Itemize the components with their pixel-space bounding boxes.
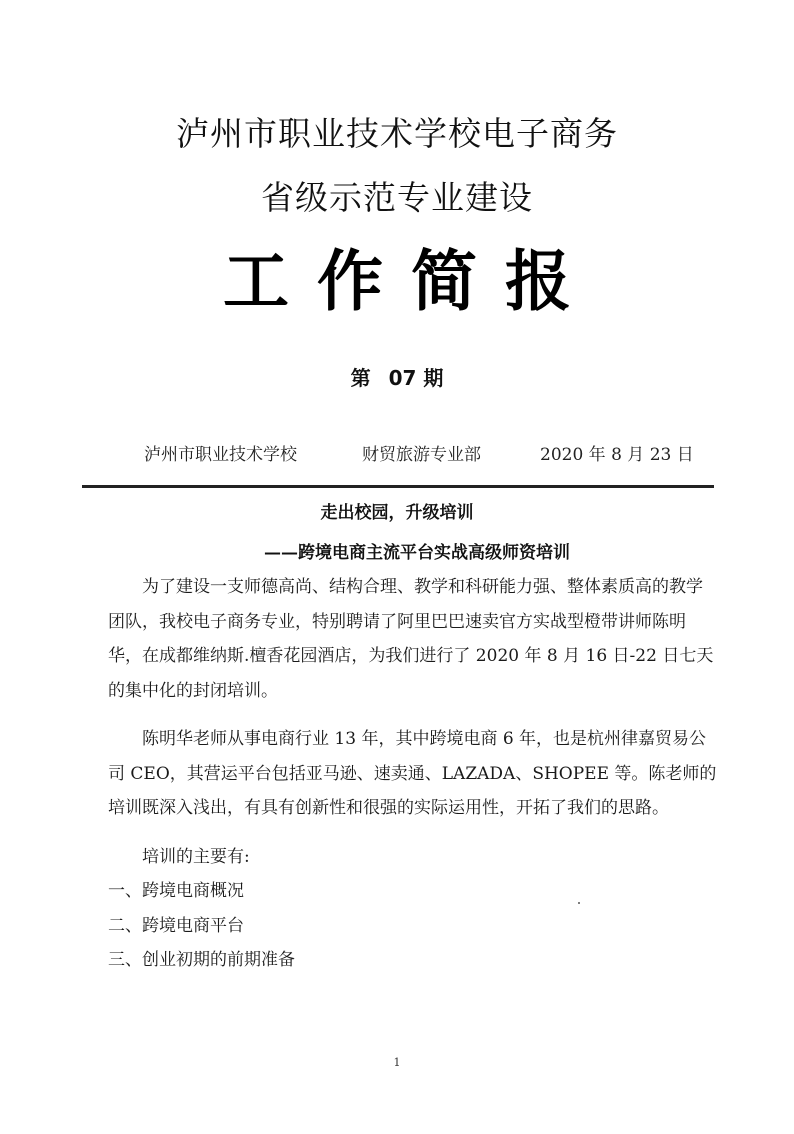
paragraph-3: 培训的主要有:	[142, 846, 250, 867]
scan-speck	[578, 902, 580, 904]
list-item: 三、创业初期的前期准备	[108, 950, 295, 970]
header-divider	[82, 485, 714, 488]
report-title-main: 工作简报	[223, 243, 599, 320]
list-item: 一、跨境电商概况	[108, 881, 244, 901]
byline-school: 泸州市职业技术学校	[144, 445, 297, 465]
issue-value: 07	[388, 366, 417, 390]
report-title-line1: 泸州市职业技术学校电子商务	[176, 114, 618, 153]
paragraph-2: 陈明华老师从事电商行业 13 年，其中跨境电商 6 年，也是杭州律嘉贸易公司 CEO，其营运平台包括亚马逊、速卖通、LAZADA、SHOPEE 等。陈老师的培训既深入浅出，有具有创新性和很强的实际运用性，开拓了我们的思路。	[108, 729, 717, 818]
byline-department: 财贸旅游专业部	[362, 445, 481, 465]
issue-suffix: 期	[423, 366, 444, 390]
article-title: 走出校园，升级培训	[320, 503, 474, 523]
report-title-line2: 省级示范专业建设	[261, 178, 533, 217]
issue-number	[0, 362, 794, 391]
paragraph-1: 为了建设一支师德高尚、结构合理、教学和科研能力强、整体素质高的教学团队，我校电子商务专业，特别聘请了阿里巴巴速卖官方实战型橙带讲师陈明华，在成都维纳斯.檀香花园酒店，为我们进行了 2020 年 8 月 16 日-22 日七天的集中化的封闭培训。	[108, 577, 714, 701]
article-body	[108, 570, 718, 978]
list-item: 二、跨境电商平台	[108, 915, 244, 936]
page-number: 1	[393, 1056, 401, 1069]
article-subtitle: ——跨境电商主流平台实战高级师资培训	[264, 543, 570, 563]
byline-date: 2020 年 8 月 23 日	[540, 445, 694, 465]
issue-label: 第	[350, 366, 371, 390]
